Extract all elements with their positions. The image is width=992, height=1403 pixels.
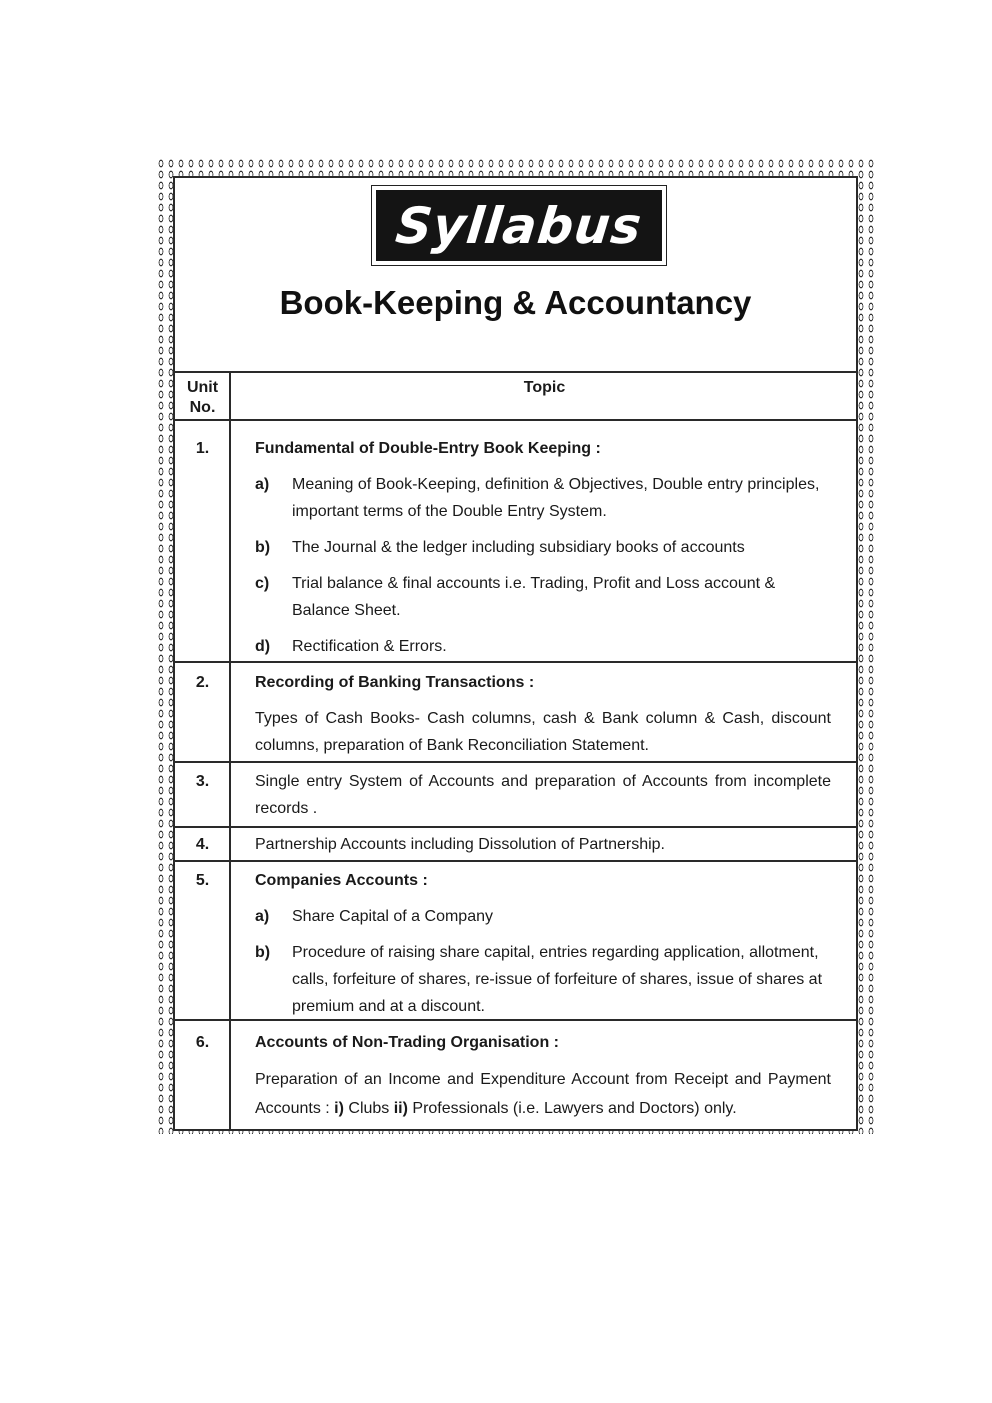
unit-5-heading: Companies Accounts :: [255, 872, 428, 889]
unit-6-i-text: Clubs: [343, 1100, 394, 1117]
row-rule-3: [173, 826, 858, 828]
unit-1-c-text: Trial balance & final accounts i.e. Trading, Profit and Loss account & Balance Sheet.: [292, 575, 776, 619]
unit-5-b-label: b): [255, 944, 271, 961]
unit-6-heading: Accounts of Non-Trading Organisation :: [255, 1034, 559, 1051]
unit-2-text: Types of Cash Books- Cash columns, cash & Bank column & Cash, discount columns, preparation of Bank Reconciliation Statement.: [255, 710, 831, 754]
row-rule-4: [173, 860, 858, 862]
unit-6-ii-label: ii): [393, 1100, 408, 1117]
syllabus-logo: [371, 185, 667, 266]
topic-header: Topic: [523, 379, 566, 396]
header-rule: [173, 419, 858, 421]
unit-4-text: Partnership Accounts including Dissolution of Partnership.: [255, 836, 665, 853]
unit-5-number: 5.: [195, 872, 210, 889]
page-title: Book-Keeping & Accountancy: [279, 284, 752, 321]
row-rule-1: [173, 661, 858, 663]
table-bottom-rule: [173, 1129, 858, 1131]
unit-6-i-label: i): [334, 1100, 344, 1117]
unit-6-text-start: Preparation of an Income and Expenditure Account from Receipt and Payment Accounts :: [255, 1071, 831, 1117]
unit-5-a-text: Share Capital of a Company: [292, 908, 493, 925]
unit-1-a-text: Meaning of Book-Keeping, definition & Objectives, Double entry principles, important terms of the Double Entry System.: [292, 476, 820, 520]
unit-3-text: Single entry System of Accounts and preparation of Accounts from incomplete records .: [255, 773, 831, 817]
unit-2-number: 2.: [195, 674, 210, 691]
unit-1-number: 1.: [195, 440, 210, 457]
row-rule-2: [173, 761, 858, 763]
unit-1-b-text: The Journal & the ledger including subsidiary books of accounts: [292, 539, 745, 556]
unit-1-a-label: a): [255, 476, 270, 493]
unit-1-heading: Fundamental of Double-Entry Book Keeping :: [255, 440, 601, 457]
unit-header-line1: Unit: [186, 379, 219, 396]
syllabus-logo-panel: [376, 190, 662, 261]
column-divider: [229, 372, 231, 1130]
unit-6-number: 6.: [195, 1034, 210, 1051]
unit-3-number: 3.: [195, 773, 210, 790]
unit-1-b-label: b): [255, 539, 271, 556]
unit-1-d-text: Rectification & Errors.: [292, 638, 447, 655]
unit-6-ii-text: Professionals (i.e. Lawyers and Doctors) only.: [407, 1100, 737, 1117]
unit-6-text: [255, 1065, 831, 1123]
unit-header-line2: No.: [189, 399, 216, 416]
unit-5-a-label: a): [255, 908, 270, 925]
syllabus-logo-text: Syllabus: [393, 196, 645, 255]
table-top-rule: [173, 371, 858, 373]
unit-1-c-label: c): [255, 575, 270, 592]
unit-4-number: 4.: [195, 836, 210, 853]
unit-1-d-label: d): [255, 638, 271, 655]
unit-5-b-text: Procedure of raising share capital, entries regarding application, allotment, calls, forfeiture of shares, re-issue of forfeiture of shares, issue of shares at premium and at a discount.: [292, 944, 823, 1015]
unit-2-heading: Recording of Banking Transactions :: [255, 674, 535, 691]
unit-header: [175, 378, 230, 418]
